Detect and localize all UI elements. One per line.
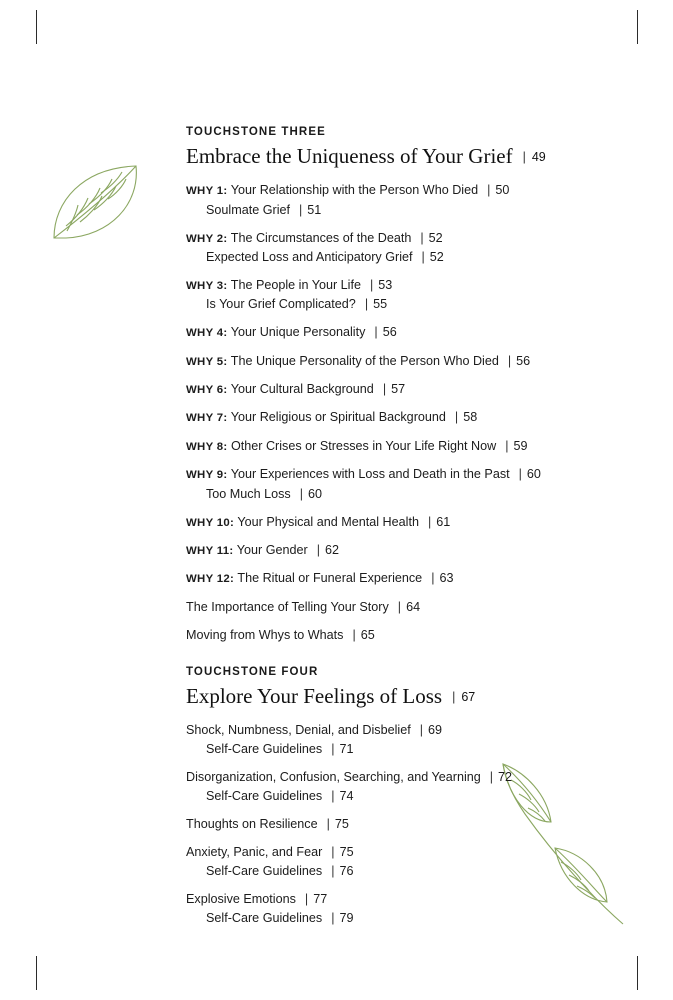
toc-entry[interactable] xyxy=(186,381,626,398)
entry-text: The Unique Personality of the Person Who Died xyxy=(230,353,499,368)
entry-text: The Importance of Telling Your Story xyxy=(186,599,389,614)
entry-text: Your Religious or Spiritual Background xyxy=(230,410,446,425)
entry-text: Self-Care Guidelines xyxy=(206,910,323,925)
toc-entry[interactable] xyxy=(186,277,626,294)
leaf-illustration-top xyxy=(36,152,156,252)
entry-page: 60 xyxy=(307,486,322,501)
separator: | xyxy=(421,249,425,264)
entry-text: Is Your Grief Complicated? xyxy=(206,297,356,312)
entry-lead: WHY 9: xyxy=(186,469,228,482)
separator: | xyxy=(487,183,491,198)
toc-entry[interactable] xyxy=(186,230,626,247)
toc-entry[interactable] xyxy=(186,466,626,483)
toc-entry[interactable] xyxy=(186,769,626,786)
separator: | xyxy=(397,599,402,614)
toc-entry[interactable] xyxy=(186,599,626,616)
separator: | xyxy=(364,297,369,312)
entry-page: 79 xyxy=(339,910,354,925)
entry-page: 75 xyxy=(334,816,349,831)
entry-lead: WHY 5: xyxy=(186,355,228,368)
entry-text: Moving from Whys to Whats xyxy=(186,627,344,642)
separator: | xyxy=(331,788,335,803)
toc-entry[interactable] xyxy=(186,627,626,644)
toc-entry[interactable] xyxy=(186,722,626,739)
toc-entry[interactable] xyxy=(186,324,626,341)
separator: | xyxy=(518,467,522,482)
toc-section-touchstone-four xyxy=(186,666,626,927)
entry-lead: WHY 11: xyxy=(186,545,234,558)
entry-page: 77 xyxy=(313,891,328,906)
separator: | xyxy=(489,769,494,784)
toc-entry[interactable] xyxy=(206,788,626,805)
entry-text: Thoughts on Resilience xyxy=(186,816,318,831)
toc-entry[interactable] xyxy=(186,844,626,861)
separator: | xyxy=(505,438,509,453)
entry-page: 72 xyxy=(498,769,513,784)
entry-text: Self-Care Guidelines xyxy=(206,741,323,756)
entry-text: Explosive Emotions xyxy=(186,891,296,906)
entry-page: 51 xyxy=(307,202,322,217)
separator: | xyxy=(452,689,456,704)
entry-page: 55 xyxy=(373,297,388,312)
separator: | xyxy=(299,486,303,501)
separator: | xyxy=(431,571,435,586)
entry-page: 59 xyxy=(513,438,528,453)
entry-page: 71 xyxy=(339,741,354,756)
entry-lead: WHY 4: xyxy=(186,327,228,340)
entry-text: Self-Care Guidelines xyxy=(206,788,323,803)
entry-page: 69 xyxy=(427,722,442,737)
crop-mark-bottom-left xyxy=(36,956,37,990)
entry-page: 63 xyxy=(439,571,454,586)
toc-entry[interactable] xyxy=(186,409,626,426)
entry-page: 64 xyxy=(406,599,421,614)
separator: | xyxy=(522,150,526,164)
entry-lead: WHY 2: xyxy=(186,232,228,245)
entry-page: 52 xyxy=(428,230,443,245)
separator: | xyxy=(427,514,432,529)
toc-entry[interactable] xyxy=(206,863,626,880)
separator: | xyxy=(331,741,335,756)
entry-text: The People in Your Life xyxy=(230,277,361,292)
entry-text: Anxiety, Panic, and Fear xyxy=(186,844,323,859)
entry-page: 58 xyxy=(463,410,478,425)
entry-lead: WHY 10: xyxy=(186,516,235,529)
entry-page: 76 xyxy=(339,863,354,878)
entry-lead: WHY 6: xyxy=(186,384,228,397)
entry-page: 53 xyxy=(378,277,393,292)
entry-text: Other Crises or Stresses in Your Life Right Now xyxy=(230,438,497,453)
section-title xyxy=(186,144,626,168)
separator: | xyxy=(374,325,378,340)
entry-lead: WHY 1: xyxy=(186,185,228,198)
crop-mark-bottom-right xyxy=(637,956,638,990)
section-title-page: 67 xyxy=(461,689,476,704)
toc-entry[interactable] xyxy=(206,486,626,503)
entry-lead: WHY 3: xyxy=(186,279,228,292)
entry-page: 60 xyxy=(526,467,541,482)
toc-entry[interactable] xyxy=(186,816,626,833)
entry-lead: WHY 8: xyxy=(186,440,228,453)
entry-text: Self-Care Guidelines xyxy=(206,863,323,878)
entry-text: Your Cultural Background xyxy=(230,382,374,397)
entry-text: Your Unique Personality xyxy=(230,325,366,340)
entry-text: The Circumstances of the Death xyxy=(230,230,412,245)
toc-entry[interactable] xyxy=(186,891,626,908)
crop-mark-top-right xyxy=(637,10,638,44)
section-title-text: Embrace the Uniqueness of Your Grief xyxy=(186,144,513,168)
separator: | xyxy=(507,353,512,368)
separator: | xyxy=(454,410,459,425)
entry-page: 57 xyxy=(391,382,406,397)
entry-page: 56 xyxy=(516,353,531,368)
entry-text: Your Relationship with the Person Who Died xyxy=(230,183,479,198)
separator: | xyxy=(304,891,309,906)
separator: | xyxy=(352,627,356,642)
entry-page: 61 xyxy=(436,514,451,529)
toc-entry[interactable] xyxy=(186,182,626,199)
entry-text: Expected Loss and Anticipatory Grief xyxy=(206,249,413,264)
entry-page: 50 xyxy=(495,183,510,198)
entry-page: 52 xyxy=(429,249,444,264)
entry-page: 74 xyxy=(339,788,354,803)
toc-section-touchstone-three xyxy=(186,126,626,644)
entry-text: Your Experiences with Loss and Death in the Past xyxy=(230,467,510,482)
entry-text: Your Physical and Mental Health xyxy=(237,514,419,529)
entry-page: 62 xyxy=(324,543,339,558)
entry-text: Your Gender xyxy=(236,543,308,558)
separator: | xyxy=(419,722,423,737)
separator: | xyxy=(326,816,330,831)
entry-lead: WHY 7: xyxy=(186,412,228,425)
toc-entry[interactable] xyxy=(206,249,626,266)
toc-entry[interactable] xyxy=(206,741,626,758)
separator: | xyxy=(331,863,335,878)
entry-page: 75 xyxy=(339,844,354,859)
entry-text: Shock, Numbness, Denial, and Disbelief xyxy=(186,722,411,737)
entry-lead: WHY 12: xyxy=(186,573,235,586)
section-title xyxy=(186,684,626,708)
entry-text: The Ritual or Funeral Experience xyxy=(237,571,423,586)
toc-entry[interactable] xyxy=(186,514,626,531)
separator: | xyxy=(331,844,335,859)
separator: | xyxy=(331,910,335,925)
toc-entry[interactable] xyxy=(206,910,626,927)
toc-entry[interactable] xyxy=(186,542,626,559)
separator: | xyxy=(316,543,320,558)
entry-text: Soulmate Grief xyxy=(206,202,290,217)
toc-entry[interactable] xyxy=(186,438,626,455)
table-of-contents xyxy=(186,126,626,938)
section-title-page: 49 xyxy=(531,150,546,164)
entry-page: 65 xyxy=(360,627,375,642)
toc-entry[interactable] xyxy=(186,353,626,370)
separator: | xyxy=(420,230,424,245)
toc-entry[interactable] xyxy=(206,296,626,313)
section-title-text: Explore Your Feelings of Loss xyxy=(186,683,443,708)
entry-text: Disorganization, Confusion, Searching, and Yearning xyxy=(186,769,481,784)
separator: | xyxy=(299,202,303,217)
toc-entry[interactable] xyxy=(186,570,626,587)
crop-mark-top-left xyxy=(36,10,37,44)
section-label: TOUCHSTONE FOUR xyxy=(186,665,319,678)
entry-page: 56 xyxy=(382,325,397,340)
toc-entry[interactable] xyxy=(206,202,626,219)
separator: | xyxy=(382,382,387,397)
section-label: TOUCHSTONE THREE xyxy=(186,126,326,138)
separator: | xyxy=(370,277,374,292)
entry-text: Too Much Loss xyxy=(206,486,291,501)
